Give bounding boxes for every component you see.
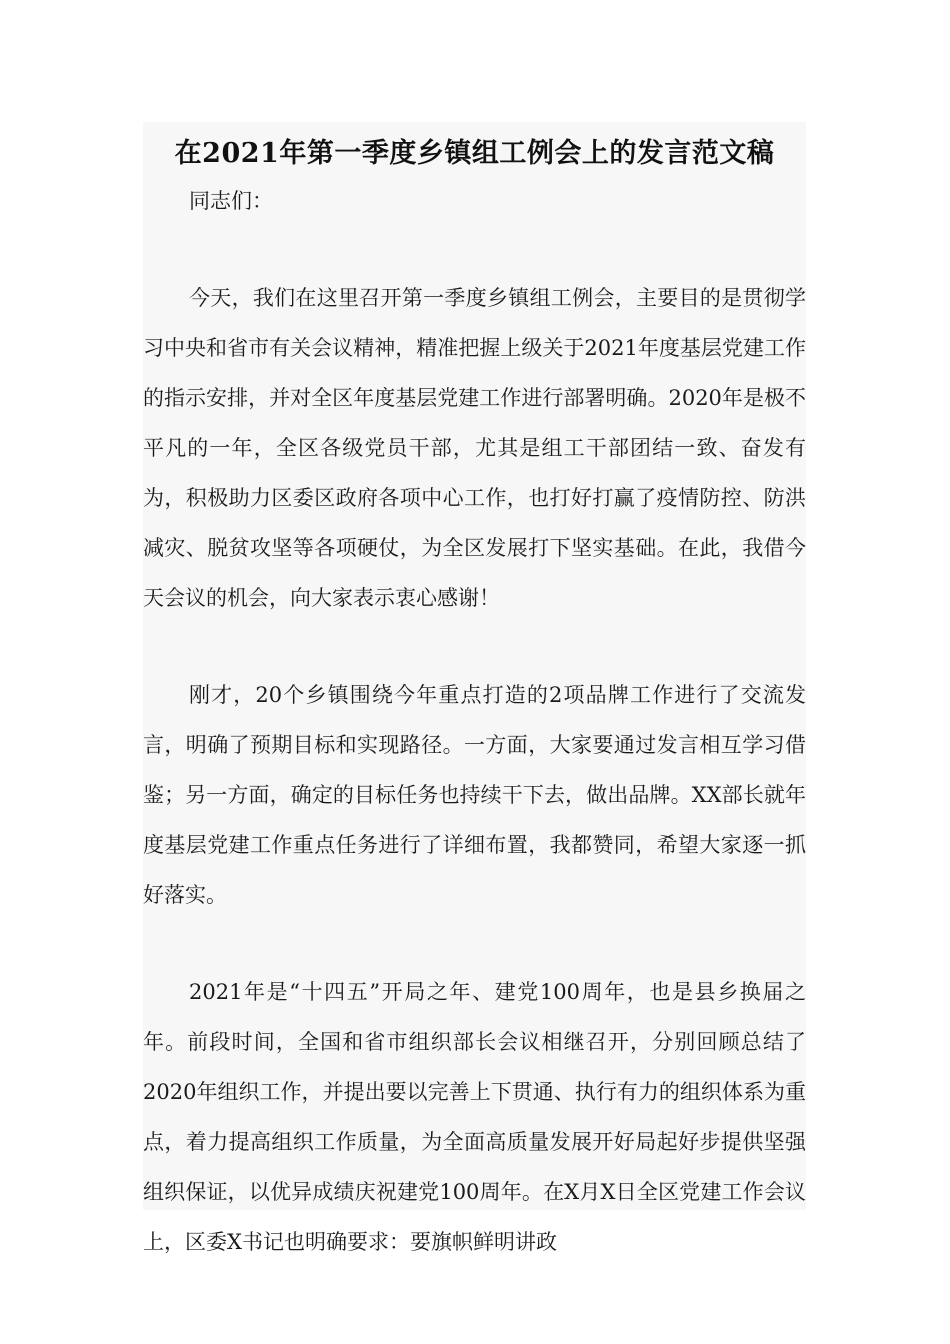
document-body	[143, 176, 806, 1314]
paragraph-3: 2021年是“十四五”开局之年、建党100周年，也是县乡换届之年。前段时间，全国和省市组织部长会议相继召开，分别回顾总结了2020年组织工作，并提出要以完善上下贯通、执行有力的组织体系为重点，着力提高组织工作质量，为全面高质量发展开好局起好步提供坚强组织保证，以优异成绩庆祝建党100周年。在X月X日全区党建工作会议上，区委X书记也明确要求：要旗帜鲜明讲政	[143, 980, 806, 1254]
paragraph-1: 今天，我们在这里召开第一季度乡镇组工例会，主要目的是贯彻学习中央和省市有关会议精神，精准把握上级关于2021年度基层党建工作的指示安排，并对全区年度基层党建工作进行部署明确。2020年是极不平凡的一年，全区各级党员干部，尤其是组工干部团结一致、奋发有为，积极助力区委区政府各项中心工作，也打好打赢了疫情防控、防洪减灾、脱贫攻坚等各项硬仗，为全区发展打下坚实基础。在此，我借今天会议的机会，向大家表示衷心感谢！	[143, 286, 806, 610]
document-page	[143, 122, 806, 1254]
paragraph-2: 刚才，20个乡镇围绕今年重点打造的2项品牌工作进行了交流发言，明确了预期目标和实现路径。一方面，大家要通过发言相互学习借鉴；另一方面，确定的目标任务也持续干下去，做出品牌。XX部长就年度基层党建工作重点任务进行了详细布置，我都赞同，希望大家逐一抓好落实。	[143, 683, 806, 907]
document-title: 在2021年第一季度乡镇组工例会上的发言范文稿	[174, 138, 775, 169]
salutation: 同志们：	[189, 189, 273, 213]
